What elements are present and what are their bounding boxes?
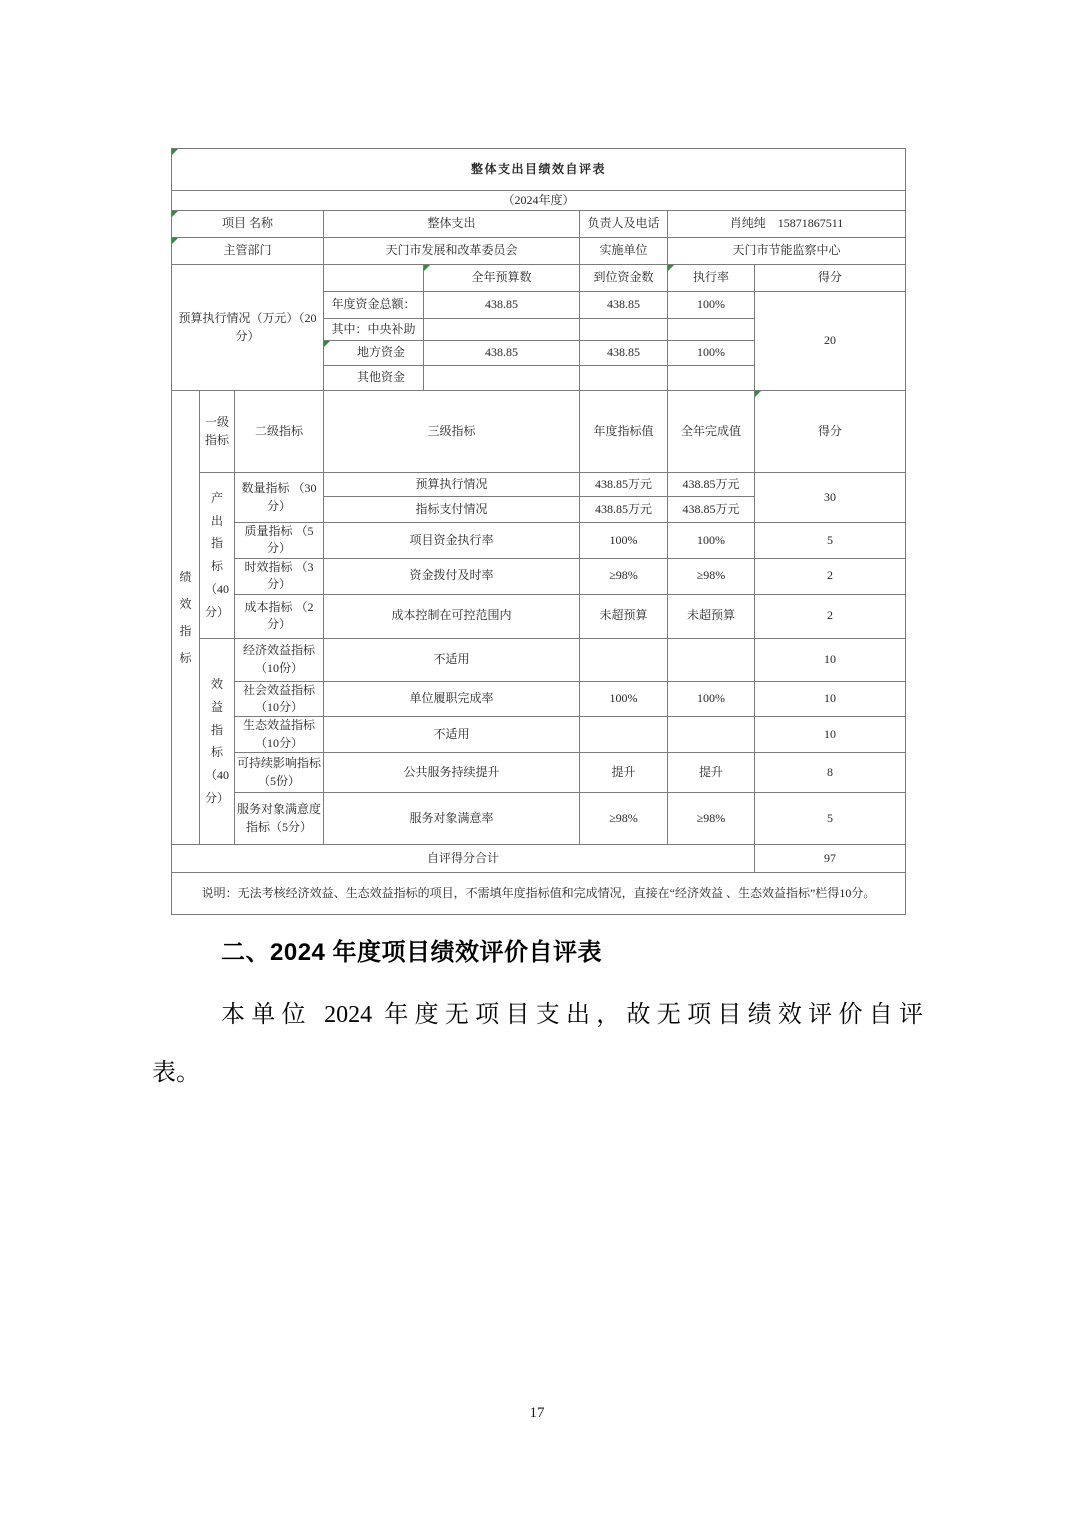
annual-total-budget: 438.85 — [424, 292, 580, 319]
economic-benefit-label: 经济效益指标（10份） — [235, 638, 324, 681]
quantity-indicator-label: 数量指标 （30分） — [235, 473, 324, 523]
sustainability-label: 可持续影响指标（5份） — [235, 753, 324, 793]
level3-value: 公共服务持续提升 — [324, 753, 580, 793]
score-value: 5 — [755, 523, 906, 559]
project-name-label: 项目 名称 — [172, 211, 324, 238]
target-value: 438.85万元 — [580, 497, 668, 523]
level3-header: 三级指标 — [324, 391, 580, 473]
timeliness-indicator-label: 时效指标 （3分） — [235, 558, 324, 594]
budget-score-header: 得分 — [755, 265, 906, 292]
score-value: 10 — [755, 638, 906, 681]
indicator-row — [172, 473, 906, 497]
title-row — [172, 149, 906, 191]
performance-indicator-side-label — [172, 391, 200, 845]
paragraph-line-1: 本单位 2024 年度无项目支出，故无项目绩效评价自评 — [221, 1002, 923, 1028]
target-value: 提升 — [580, 753, 668, 793]
benefit-indicator-group-label — [200, 638, 235, 845]
responsible-person-label: 负责人及电话 — [580, 211, 668, 238]
group-char: （40 — [204, 768, 229, 783]
central-subsidy-inplace — [580, 319, 668, 341]
score-value: 2 — [755, 558, 906, 594]
group-char: 标 — [210, 559, 223, 574]
group-char: 出 — [210, 513, 223, 528]
central-subsidy-budget — [424, 319, 580, 341]
indicator-row — [172, 753, 906, 793]
central-subsidy-label: 其中：中央补助 — [324, 319, 424, 341]
level3-value: 服务对象满意率 — [324, 793, 580, 845]
implementing-unit-value: 天门市节能监察中心 — [668, 238, 906, 265]
target-value: ≥98% — [580, 793, 668, 845]
completed-value-header: 全年完成值 — [668, 391, 755, 473]
completed-value: 438.85万元 — [668, 497, 755, 523]
other-funds-rate — [668, 366, 755, 391]
indicator-row — [172, 594, 906, 638]
indicator-row — [172, 681, 906, 717]
indicator-row — [172, 638, 906, 681]
level3-value: 不适用 — [324, 717, 580, 753]
social-benefit-label: 社会效益指标（10分） — [235, 681, 324, 717]
responsible-person-value: 肖纯纯 15871867511 — [668, 211, 906, 238]
completed-value: ≥98% — [668, 558, 755, 594]
group-char: 益 — [210, 699, 223, 714]
budget-score-value: 20 — [755, 292, 906, 391]
total-score-label: 自评得分合计 — [172, 845, 755, 873]
target-value — [580, 717, 668, 753]
group-char: 效 — [210, 676, 223, 691]
satisfaction-label: 服务对象满意度指标（5分） — [235, 793, 324, 845]
target-value-header: 年度指标值 — [580, 391, 668, 473]
budget-empty-header — [324, 265, 424, 292]
level3-value: 成本控制在可控范围内 — [324, 594, 580, 638]
page-number: 17 — [529, 1405, 545, 1421]
self-assessment-table — [171, 148, 905, 915]
group-char: （40 — [204, 582, 229, 597]
completed-value — [668, 717, 755, 753]
completed-value: 提升 — [668, 753, 755, 793]
level3-value: 单位履职完成率 — [324, 681, 580, 717]
completed-value: 438.85万元 — [668, 473, 755, 497]
level3-value: 项目资金执行率 — [324, 523, 580, 559]
target-value: 438.85万元 — [580, 473, 668, 497]
table-subtitle: （2024年度） — [172, 191, 906, 211]
score-value: 2 — [755, 594, 906, 638]
local-funds-budget: 438.85 — [424, 341, 580, 366]
side-char: 效 — [179, 596, 192, 611]
level3-value: 指标支付情况 — [324, 497, 580, 523]
level1-header: 一级指标 — [200, 391, 235, 473]
paragraph-line-2: 表。 — [152, 1060, 200, 1086]
completed-value: 100% — [668, 523, 755, 559]
quality-indicator-label: 质量指标 （5分） — [235, 523, 324, 559]
level3-value: 不适用 — [324, 638, 580, 681]
total-score-value: 97 — [755, 845, 906, 873]
central-subsidy-rate — [668, 319, 755, 341]
side-char: 指 — [179, 623, 192, 638]
completed-value: 未超预算 — [668, 594, 755, 638]
total-row — [172, 845, 906, 873]
department-value: 天门市发展和改革委员会 — [324, 238, 580, 265]
indicator-row — [172, 558, 906, 594]
level3-value: 预算执行情况 — [324, 473, 580, 497]
other-funds-label: 其他资金 — [324, 366, 424, 391]
indicator-row — [172, 523, 906, 559]
annual-total-inplace: 438.85 — [580, 292, 668, 319]
table-title: 整体支出目绩效自评表 — [172, 149, 906, 191]
output-indicator-group-label — [200, 473, 235, 639]
annual-budget-header: 全年预算数 — [424, 265, 580, 292]
score-value: 30 — [755, 473, 906, 523]
local-funds-label: 地方资金 — [324, 341, 424, 366]
implementing-unit-label: 实施单位 — [580, 238, 668, 265]
group-char: 分） — [204, 790, 229, 805]
local-funds-rate: 100% — [668, 341, 755, 366]
group-char: 指 — [210, 536, 223, 551]
side-char: 标 — [179, 650, 192, 665]
target-value: 100% — [580, 681, 668, 717]
funds-in-place-header: 到位资金数 — [580, 265, 668, 292]
department-info-row — [172, 238, 906, 265]
department-label: 主管部门 — [172, 238, 324, 265]
group-char: 指 — [210, 722, 223, 737]
cost-indicator-label: 成本指标 （2分） — [235, 594, 324, 638]
group-char: 产 — [210, 490, 223, 505]
ecological-benefit-label: 生态效益指标（10分） — [235, 717, 324, 753]
indicator-row — [172, 717, 906, 753]
target-value: ≥98% — [580, 558, 668, 594]
other-funds-budget — [424, 366, 580, 391]
annual-total-rate: 100% — [668, 292, 755, 319]
indicator-header-row — [172, 391, 906, 473]
note-row — [172, 873, 906, 915]
subtitle-row — [172, 191, 906, 211]
completed-value: ≥98% — [668, 793, 755, 845]
other-funds-inplace — [580, 366, 668, 391]
level3-value: 资金拨付及时率 — [324, 558, 580, 594]
target-value — [580, 638, 668, 681]
overall-expenditure-table — [171, 148, 906, 915]
side-char: 绩 — [179, 569, 192, 584]
score-value: 10 — [755, 717, 906, 753]
score-value: 10 — [755, 681, 906, 717]
target-value: 100% — [580, 523, 668, 559]
table-note: 说明：无法考核经济效益、生态效益指标的项目，不需填年度指标值和完成情况，直接在“经济效益 、生态效益指标”栏得10分。 — [172, 873, 906, 915]
score-value: 5 — [755, 793, 906, 845]
score-value: 8 — [755, 753, 906, 793]
completed-value — [668, 638, 755, 681]
group-char: 标 — [210, 745, 223, 760]
budget-header-row — [172, 265, 906, 292]
execution-rate-header: 执行率 — [668, 265, 755, 292]
group-char: 分） — [204, 604, 229, 619]
local-funds-inplace: 438.85 — [580, 341, 668, 366]
indicator-score-header: 得分 — [755, 391, 906, 473]
budget-section-label: 预算执行情况（万元）（20分） — [172, 265, 324, 391]
indicator-row — [172, 793, 906, 845]
target-value: 未超预算 — [580, 594, 668, 638]
section-heading: 二、2024 年度项目绩效评价自评表 — [221, 939, 603, 966]
level2-header: 二级指标 — [235, 391, 324, 473]
completed-value: 100% — [668, 681, 755, 717]
project-name-value: 整体支出 — [324, 211, 580, 238]
project-info-row — [172, 211, 906, 238]
annual-total-label: 年度资金总额： — [324, 292, 424, 319]
